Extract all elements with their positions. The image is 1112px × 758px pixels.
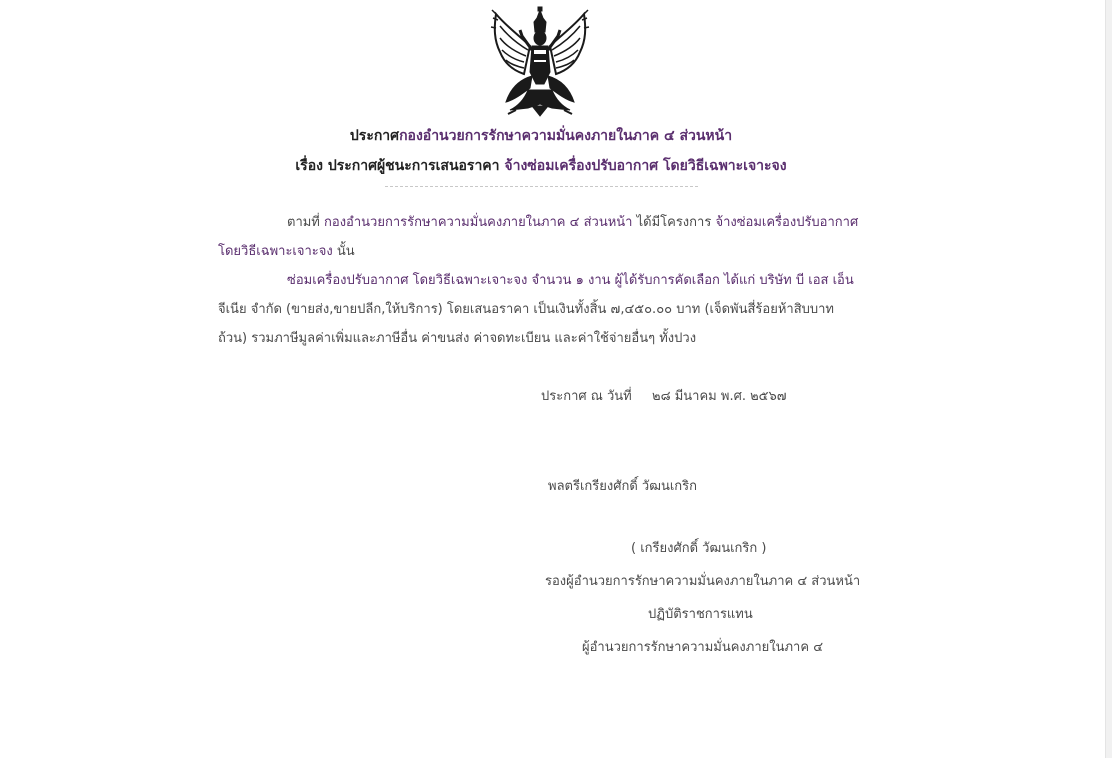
p1-lead: ตามที่ [287,215,325,230]
paragraph-1-line-1 [287,214,858,232]
subject-prefix: เรื่อง ประกาศผู้ชนะการเสนอราคา [295,158,505,174]
printed-name: ( เกรียงศักดิ์ วัฒนเกริก ) [631,541,767,556]
p1-organization: กองอำนวยการรักษาความมั่นคงภายในภาค ๔ ส่วนหน้า [324,215,633,230]
scrollbar-edge[interactable] [1105,0,1112,758]
announcement-subject [0,155,1082,177]
p1-mid: ได้มีโครงการ [632,215,716,230]
paragraph-2-line-1: ซ่อมเครื่องปรับอากาศ โดยวิธีเฉพาะเจาะจง จำนวน ๑ งาน ผู้ได้รับการคัดเลือก ได้แก่ บริษัท บี เอส เอ็น [287,273,854,288]
p1-method: โดยวิธีเฉพาะเจาะจง [218,244,333,259]
divider-line [385,186,698,187]
subject-project: จ้างซ่อมเครื่องปรับอากาศ โดยวิธีเฉพาะเจาะจง [504,158,787,174]
title-organization: กองอำนวยการรักษาความมั่นคงภายในภาค ๔ ส่วนหน้า [399,128,733,144]
p1-tail: นั้น [332,244,355,259]
title-prefix: ประกาศ [349,128,400,144]
garuda-emblem-icon [488,6,592,118]
announce-date-label: ประกาศ ณ วันที่ [541,389,632,404]
p1-project: จ้างซ่อมเครื่องปรับอากาศ [715,215,859,230]
announcement-title [0,125,1082,147]
signer-position-1: รองผู้อำนวยการรักษาความมั่นคงภายในภาค ๔ ส่วนหน้า [545,574,861,589]
paragraph-2-line-3: ถ้วน) รวมภาษีมูลค่าเพิ่มและภาษีอื่น ค่าขนส่ง ค่าจดทะเบียน และค่าใช้จ่ายอื่นๆ ทั้งปวง [218,331,697,346]
paragraph-2-line-2: จีเนีย จำกัด (ขายส่ง,ขายปลีก,ให้บริการ) โดยเสนอราคา เป็นเงินทั้งสิ้น ๗,๔๕๐.๐๐ บาท (เจ็ดพันสี่ร้อยห้าสิบบาท [218,302,834,317]
paragraph-1-line-2 [218,243,355,261]
signer-position-3: ผู้อำนวยการรักษาความมั่นคงภายในภาค ๔ [582,640,824,655]
announce-date: ๒๘ มีนาคม พ.ศ. ๒๕๖๗ [652,389,787,404]
signer-position-2: ปฏิบัติราชการแทน [648,607,753,622]
signed-name: พลตรีเกรียงศักดิ์ วัฒนเกริก [548,479,698,494]
